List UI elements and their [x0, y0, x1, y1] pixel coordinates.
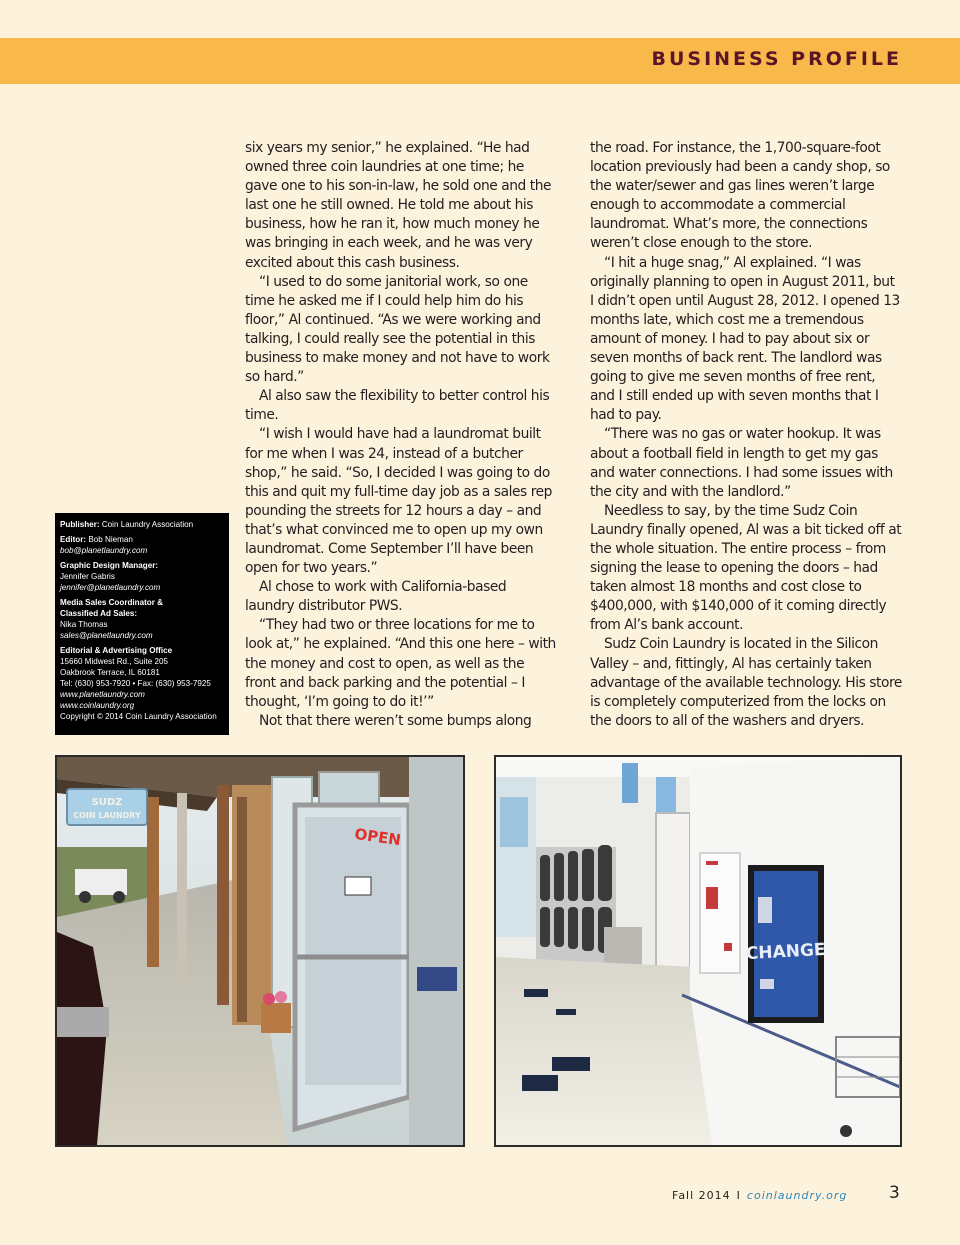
page-number: 3 [889, 1183, 900, 1203]
article-column-1 [245, 139, 557, 739]
storefront-sign [67, 789, 147, 825]
publisher-value: Coin Laundry Association [101, 520, 194, 529]
page-footer [672, 1189, 847, 1202]
masthead-editor [60, 534, 224, 556]
sales-name: Nika Thomas [60, 620, 108, 629]
footer-separator: I [736, 1189, 741, 1202]
editor-email: bob@planetlaundry.com [60, 546, 148, 555]
office-address-2: Oakbrook Terrace, IL 60181 [60, 668, 160, 677]
paragraph: “I used to do some janitorial work, so one time he asked me if I could help him do his floor,” Al continued. “As we were working and talking, I could really see the potential in this business to make money and not have to work so hard.” [245, 273, 550, 386]
paragraph: “I wish I would have had a laundromat built for me when I was 24, instead of a butcher shop,” he said. “So, I decided I was going to do this and quit my full-time day job as a sales rep pounding the streets for 12 hours a day – and that’s what convinced me to open up my own laundromat. Come September I’ll have been open for two years.” [245, 426, 552, 577]
web-link-coinlaundry[interactable]: www.coinlaundry.org [60, 701, 135, 710]
section-header-band [0, 38, 960, 84]
sign-text-line1: SUDZ [91, 797, 123, 808]
office-phone: Tel: (630) 953-7920 • Fax: (630) 953-7925 [60, 679, 211, 688]
sign-text-line2: COIN LAUNDRY [73, 811, 141, 820]
office-label: Editorial & Advertising Office [60, 646, 173, 655]
paragraph: “They had two or three locations for me to look at,” he explained. “And this one here – with the money and cost to open, as well as the front and back parking and the potential – I thought, ‘I’m going to do it!’” [245, 617, 556, 710]
open-sign: OPEN [353, 824, 402, 850]
paragraph: Al also saw the flexibility to better control his time. [245, 388, 550, 424]
design-label: Graphic Design Manager: [60, 561, 159, 570]
storefront-photo [55, 755, 465, 1147]
masthead-sales [60, 597, 224, 641]
issue-label: Fall 2014 [672, 1189, 731, 1202]
masthead-design [60, 560, 224, 593]
interior-photo [494, 755, 902, 1147]
paragraph: six years my senior,” he explained. “He had owned three coin laundries at one time; he gave one to his son-in-law, he sold one and the last one he still owned. He told me about his business, how he ran it, how much money he was bringing in each week, and he was very excited about this cash business. [245, 140, 552, 271]
masthead-publisher [60, 519, 224, 530]
paragraph: Al chose to work with California-based laundry distributor PWS. [245, 579, 507, 615]
web-link-planetlaundry[interactable]: www.planetlaundry.com [60, 690, 145, 699]
copyright: Copyright © 2014 Coin Laundry Association [60, 712, 217, 721]
paragraph: “There was no gas or water hookup. It was about a football field in length to get my gas and water connections. I had some issues with the city and with the landlord.” [590, 426, 893, 500]
editor-value: Bob Nieman [88, 535, 133, 544]
change-machine-label: CHANGE [745, 939, 827, 965]
footer-website-link[interactable]: coinlaundry.org [746, 1189, 848, 1202]
editor-label: Editor: [60, 535, 87, 544]
paragraph: “I hit a huge snag,” Al explained. “I was originally planning to open in August 2011, but I didn’t open until August 28, 2012. I opened 13 months late, which cost me a tremendous amount of money. I had to pay about six or seven months of back rent. The landlord was going to give me seven months of free rent, and I still ended up with seven months that I had to pay. [590, 254, 900, 424]
section-title: BUSINESS PROFILE [651, 48, 902, 70]
masthead-office [60, 645, 224, 722]
sales-email: sales@planetlaundry.com [60, 631, 153, 640]
design-email: jennifer@planetlaundry.com [60, 583, 161, 592]
office-address-1: 15660 Midwest Rd., Suite 205 [60, 657, 168, 666]
sales-label-2: Classified Ad Sales: [60, 609, 138, 618]
paragraph: Needless to say, by the time Sudz Coin Laundry finally opened, Al was a bit ticked off at the whole situation. The entire process – from signing the lease to opening the doors – had taken almost 18 months and cost close to $400,000, with $140,000 of it coming directly from Al’s bank account. [590, 502, 902, 634]
paragraph: Not that there weren’t some bumps along [259, 712, 532, 729]
paragraph: Sudz Coin Laundry is located in the Silicon Valley – and, fittingly, Al has certainly taken advantage of the available technology. His store is completely computerized from the locks on the doors to all of the washers and dryers. [590, 636, 902, 729]
sales-label-1: Media Sales Coordinator & [60, 598, 163, 607]
article-column-2 [590, 139, 902, 739]
publisher-label: Publisher: [60, 520, 100, 529]
paragraph: the road. For instance, the 1,700-square-foot location previously had been a candy shop, so the water/sewer and gas lines weren’t large enough to accommodate a commercial laundromat. What’s more, the connections weren’t close enough to the store. [590, 140, 890, 252]
design-name: Jennifer Gabris [60, 572, 115, 581]
masthead-box [55, 513, 229, 735]
